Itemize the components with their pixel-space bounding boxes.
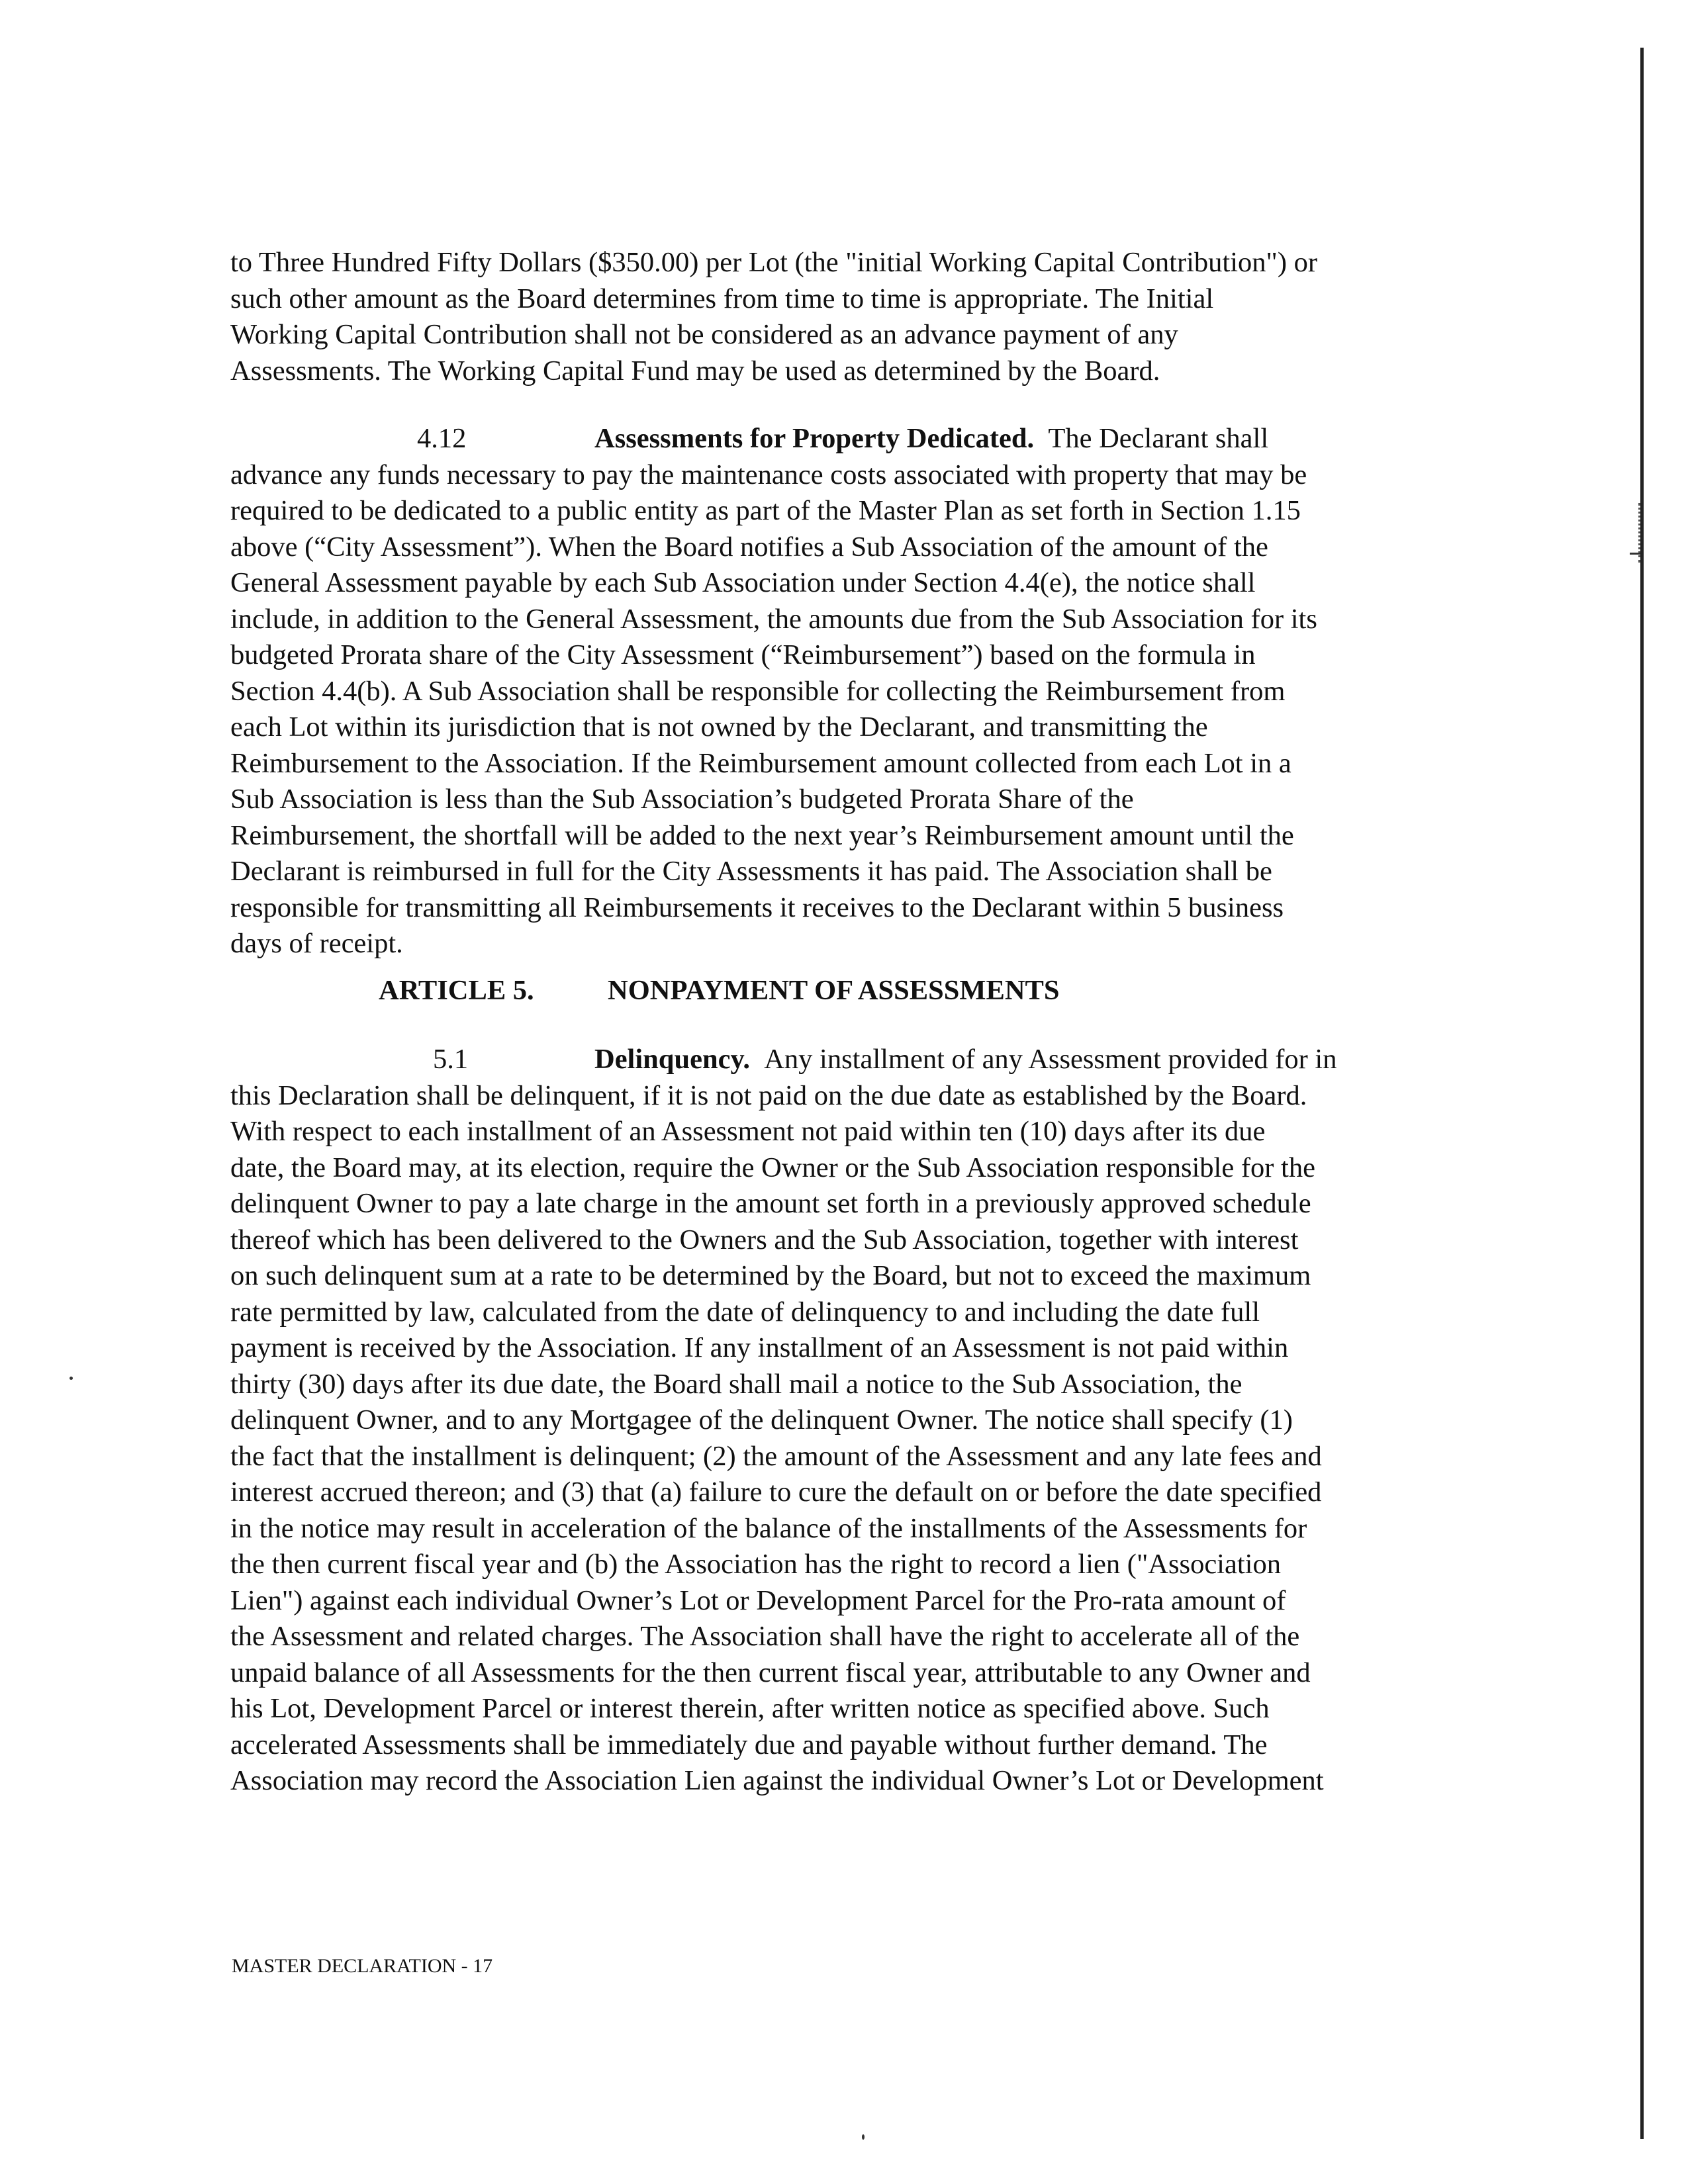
text-line: days of receipt. [230,928,403,959]
text-line: advance any funds necessary to pay the maintenance costs associated with property that may be [230,459,1307,490]
text-line: Lien") against each individual Owner’s Lot or Development Parcel for the Pro-rata amount of [230,1584,1286,1616]
text-line: include, in addition to the General Assessment, the amounts due from the Sub Association for its [230,603,1317,635]
continuation-paragraph [230,245,1475,389]
section-first-line-text: Any installment of any Assessment provided for in [764,1044,1337,1075]
text-line: on such delinquent sum at a rate to be determined by the Board, but not to exceed the maximum [230,1260,1311,1291]
text-line: interest accrued thereon; and (3) that (a) failure to cure the default on or before the date specified [230,1477,1322,1508]
text-line: budgeted Prorata share of the City Assessment (“Reimbursement”) based on the formula in [230,639,1256,670]
section-number: 5.1 [433,1044,469,1075]
text-line: Assessments. The Working Capital Fund may be used as determined by the Board. [230,355,1160,387]
text-line: unpaid balance of all Assessments for the then current fiscal year, attributable to any Owner and [230,1657,1311,1688]
text-line: such other amount as the Board determines from time to time is appropriate. The Initial [230,283,1214,314]
scan-speck [70,1377,73,1380]
text-line: thirty (30) days after its due date, the Board shall mail a notice to the Sub Association, the [230,1368,1243,1400]
section-heading-line [230,421,1475,457]
section-5-1 [230,1042,1475,1799]
text-line: responsible for transmitting all Reimbursements it receives to the Declarant within 5 business [230,891,1284,923]
text-line: rate permitted by law, calculated from the date of delinquency to and including the date full [230,1296,1260,1328]
text-line: Declarant is reimbursed in full for the City Assessments it has paid. The Association shall be [230,856,1272,887]
text-line: this Declaration shall be delinquent, if it is not paid on the due date as established by the Board. [230,1079,1307,1111]
text-line: in the notice may result in acceleration of the balance of the installments of the Assessments for [230,1512,1307,1544]
scan-speck [862,2134,865,2140]
text-line: Reimbursement to the Association. If the Reimbursement amount collected from each Lot in a [230,747,1291,779]
text-line: Reimbursement, the shortfall will be added to the next year’s Reimbursement amount until the [230,819,1294,851]
text-line: accelerated Assessments shall be immediately due and payable without further demand. The [230,1729,1268,1760]
article-title: NONPAYMENT OF ASSESSMENTS [608,975,1060,1006]
section-heading-line [230,1042,1475,1078]
text-line: General Assessment payable by each Sub Association under Section 4.4(e), the notice shall [230,567,1256,598]
scan-margin-tick [1630,553,1640,555]
text-line: delinquent Owner, and to any Mortgagee of the delinquent Owner. The notice shall specify (1) [230,1404,1293,1435]
text-line: Working Capital Contribution shall not be considered as an advance payment of any [230,319,1178,350]
text-line: delinquent Owner to pay a late charge in the amount set forth in a previously approved schedule [230,1188,1311,1219]
scan-edge-line [1640,48,1644,2139]
article-label: ARTICLE 5. [379,975,534,1006]
section-title: Delinquency. [594,1044,750,1075]
text-line: the Assessment and related charges. The Association shall have the right to accelerate all of the [230,1621,1300,1652]
text-line: With respect to each installment of an Assessment not paid within ten (10) days after its due [230,1116,1266,1147]
text-line: to Three Hundred Fifty Dollars ($350.00) per Lot (the "initial Working Capital Contribution") or [230,247,1318,278]
text-line: the fact that the installment is delinquent; (2) the amount of the Assessment and any late fees and [230,1440,1322,1472]
section-title: Assessments for Property Dedicated. [594,423,1035,454]
text-line: Sub Association is less than the Sub Association’s budgeted Prorata Share of the [230,784,1134,815]
page-footer: MASTER DECLARATION - 17 [232,1955,493,1977]
text-line: payment is received by the Association. If any installment of an Assessment is not paid within [230,1332,1289,1363]
text-line: above (“City Assessment”). When the Board notifies a Sub Association of the amount of the [230,531,1268,563]
section-first-line-text: The Declarant shall [1048,423,1269,454]
section-4-12 [230,421,1475,962]
text-line: Section 4.4(b). A Sub Association shall be responsible for collecting the Reimbursement from [230,675,1286,707]
text-line: thereof which has been delivered to the Owners and the Sub Association, together with interest [230,1224,1299,1255]
text-line: required to be dedicated to a public entity as part of the Master Plan as set forth in Section 1.15 [230,495,1301,526]
text-line: Association may record the Association Lien against the individual Owner’s Lot or Development [230,1765,1324,1796]
text-line: his Lot, Development Parcel or interest therein, after written notice as specified above. Such [230,1693,1270,1724]
section-number: 4.12 [417,423,467,454]
text-line: date, the Board may, at its election, require the Owner or the Sub Association responsible for the [230,1152,1315,1183]
text-line: each Lot within its jurisdiction that is not owned by the Declarant, and transmitting the [230,711,1208,743]
text-line: the then current fiscal year and (b) the Association has the right to record a lien ("Association [230,1549,1281,1580]
